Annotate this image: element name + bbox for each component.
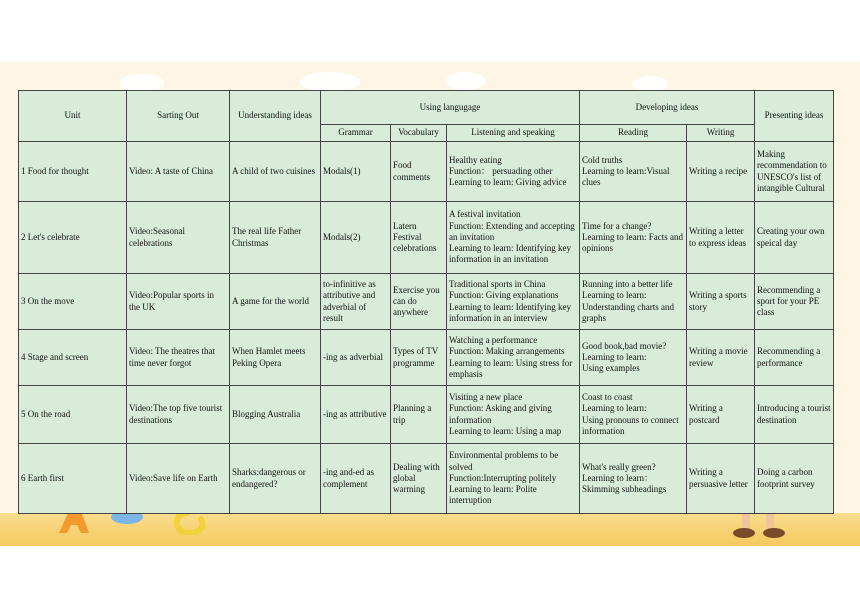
cell-unit: 2 Let's celebrate xyxy=(19,202,127,274)
cell-grammar: -ing as adverbial xyxy=(321,330,391,386)
table-row xyxy=(19,444,834,514)
cell-listening: Visiting a new place Function: Asking and giving information Learning to learn: Using a map xyxy=(447,386,580,444)
cell-reading: What's really green? Learning to learn： Skimming subheadings xyxy=(580,444,687,514)
cell-grammar: to-infinitive as attributive and adverbial of result xyxy=(321,274,391,330)
cell-starting-out: Video: The theatres that time never forgot xyxy=(127,330,230,386)
cell-presenting: Making recommendation to UNESCO's list of intangible Cultural xyxy=(755,142,834,202)
cell-listening: Traditional sports in China Function: Giving explanations Learning to learn: Identifying key information in an interview xyxy=(447,274,580,330)
header-presenting-ideas: Presenting ideas xyxy=(755,91,834,142)
header-writing: Writing xyxy=(687,125,755,142)
cell-understanding: Blogging Australia xyxy=(230,386,321,444)
cell-writing: Writing a postcard xyxy=(687,386,755,444)
table-row xyxy=(19,274,834,330)
cell-starting-out: Video:Save life on Earth xyxy=(127,444,230,514)
cell-starting-out: Video:The top five tourist destinations xyxy=(127,386,230,444)
cell-vocabulary: Latern Festival celebrations xyxy=(391,202,447,274)
cell-presenting: Recommending a sport for your PE class xyxy=(755,274,834,330)
cell-writing: Writing a persuasive letter xyxy=(687,444,755,514)
cell-vocabulary: Planning a trip xyxy=(391,386,447,444)
table-row xyxy=(19,386,834,444)
table-row xyxy=(19,142,834,202)
cell-unit: 1 Food for thought xyxy=(19,142,127,202)
decorative-cloud xyxy=(445,72,485,90)
cell-reading: Good book,bad movie? Learning to learn: Using examples xyxy=(580,330,687,386)
cell-understanding: Sharks:dangerous or endangered? xyxy=(230,444,321,514)
header-understanding-ideas: Understanding ideas xyxy=(230,91,321,142)
cell-grammar: -ing and-ed as complement xyxy=(321,444,391,514)
header-listening-speaking: Listening and speaking xyxy=(447,125,580,142)
cell-understanding: When Hamlet meets Peking Opera xyxy=(230,330,321,386)
header-developing-ideas: Developing ideas xyxy=(580,91,755,125)
cell-grammar: Modals(1) xyxy=(321,142,391,202)
cell-reading: Cold truths Learning to learn:Visual clues xyxy=(580,142,687,202)
header-reading: Reading xyxy=(580,125,687,142)
cell-presenting: Doing a carbon footprint survey xyxy=(755,444,834,514)
table-row xyxy=(19,330,834,386)
cell-reading: Coast to coast Learning to learn: Using pronouns to connect information xyxy=(580,386,687,444)
cell-listening: Watching a performance Function: Making arrangements Learning to learn: Using stress for emphasis xyxy=(447,330,580,386)
cell-understanding: The real life Father Christmas xyxy=(230,202,321,274)
cell-writing: Writing a movie review xyxy=(687,330,755,386)
header-grammar: Grammar xyxy=(321,125,391,142)
table-row xyxy=(19,202,834,274)
cell-reading: Running into a better life Learning to learn: Understanding charts and graphs xyxy=(580,274,687,330)
cell-presenting: Creating your own speical day xyxy=(755,202,834,274)
cell-grammar: -ing as attributive xyxy=(321,386,391,444)
cell-unit: 6 Earth first xyxy=(19,444,127,514)
cell-unit: 3 On the move xyxy=(19,274,127,330)
cell-writing: Writing a letter to express ideas xyxy=(687,202,755,274)
cell-writing: Writing a recipe xyxy=(687,142,755,202)
curriculum-table xyxy=(18,90,834,514)
cell-listening: Environmental problems to be solved Function:Interrupting politely Learning to learn: Polite interruption xyxy=(447,444,580,514)
cell-vocabulary: Exercise you can do anywhere xyxy=(391,274,447,330)
header-unit: Unit xyxy=(19,91,127,142)
cell-unit: 5 On the road xyxy=(19,386,127,444)
cell-reading: Time for a change? Learning to learn: Facts and opinions xyxy=(580,202,687,274)
cell-starting-out: Video:Seasonal celebrations xyxy=(127,202,230,274)
cell-starting-out: Video:Popular sports in the UK xyxy=(127,274,230,330)
cell-vocabulary: Food comments xyxy=(391,142,447,202)
cell-grammar: Modals(2) xyxy=(321,202,391,274)
cell-listening: A festival invitation Function: Extending and accepting an invitation Learning to learn: Identifying key information in an invitation xyxy=(447,202,580,274)
cell-starting-out: Video: A taste of China xyxy=(127,142,230,202)
cell-listening: Healthy eating Function： persuading other Learning to learn: Giving advice xyxy=(447,142,580,202)
cell-presenting: Recommending a performance xyxy=(755,330,834,386)
header-using-language: Using langugage xyxy=(321,91,580,125)
cell-understanding: A game for the world xyxy=(230,274,321,330)
header-vocabulary: Vocabulary xyxy=(391,125,447,142)
cell-unit: 4 Stage and screen xyxy=(19,330,127,386)
cell-writing: Writing a sports story xyxy=(687,274,755,330)
decorative-cloud xyxy=(300,72,360,92)
cell-presenting: Introducing a tourist destination xyxy=(755,386,834,444)
cell-vocabulary: Types of TV programme xyxy=(391,330,447,386)
cell-understanding: A child of two cuisines xyxy=(230,142,321,202)
header-starting-out: Sarting Out xyxy=(127,91,230,142)
cell-vocabulary: Dealing with global warming xyxy=(391,444,447,514)
